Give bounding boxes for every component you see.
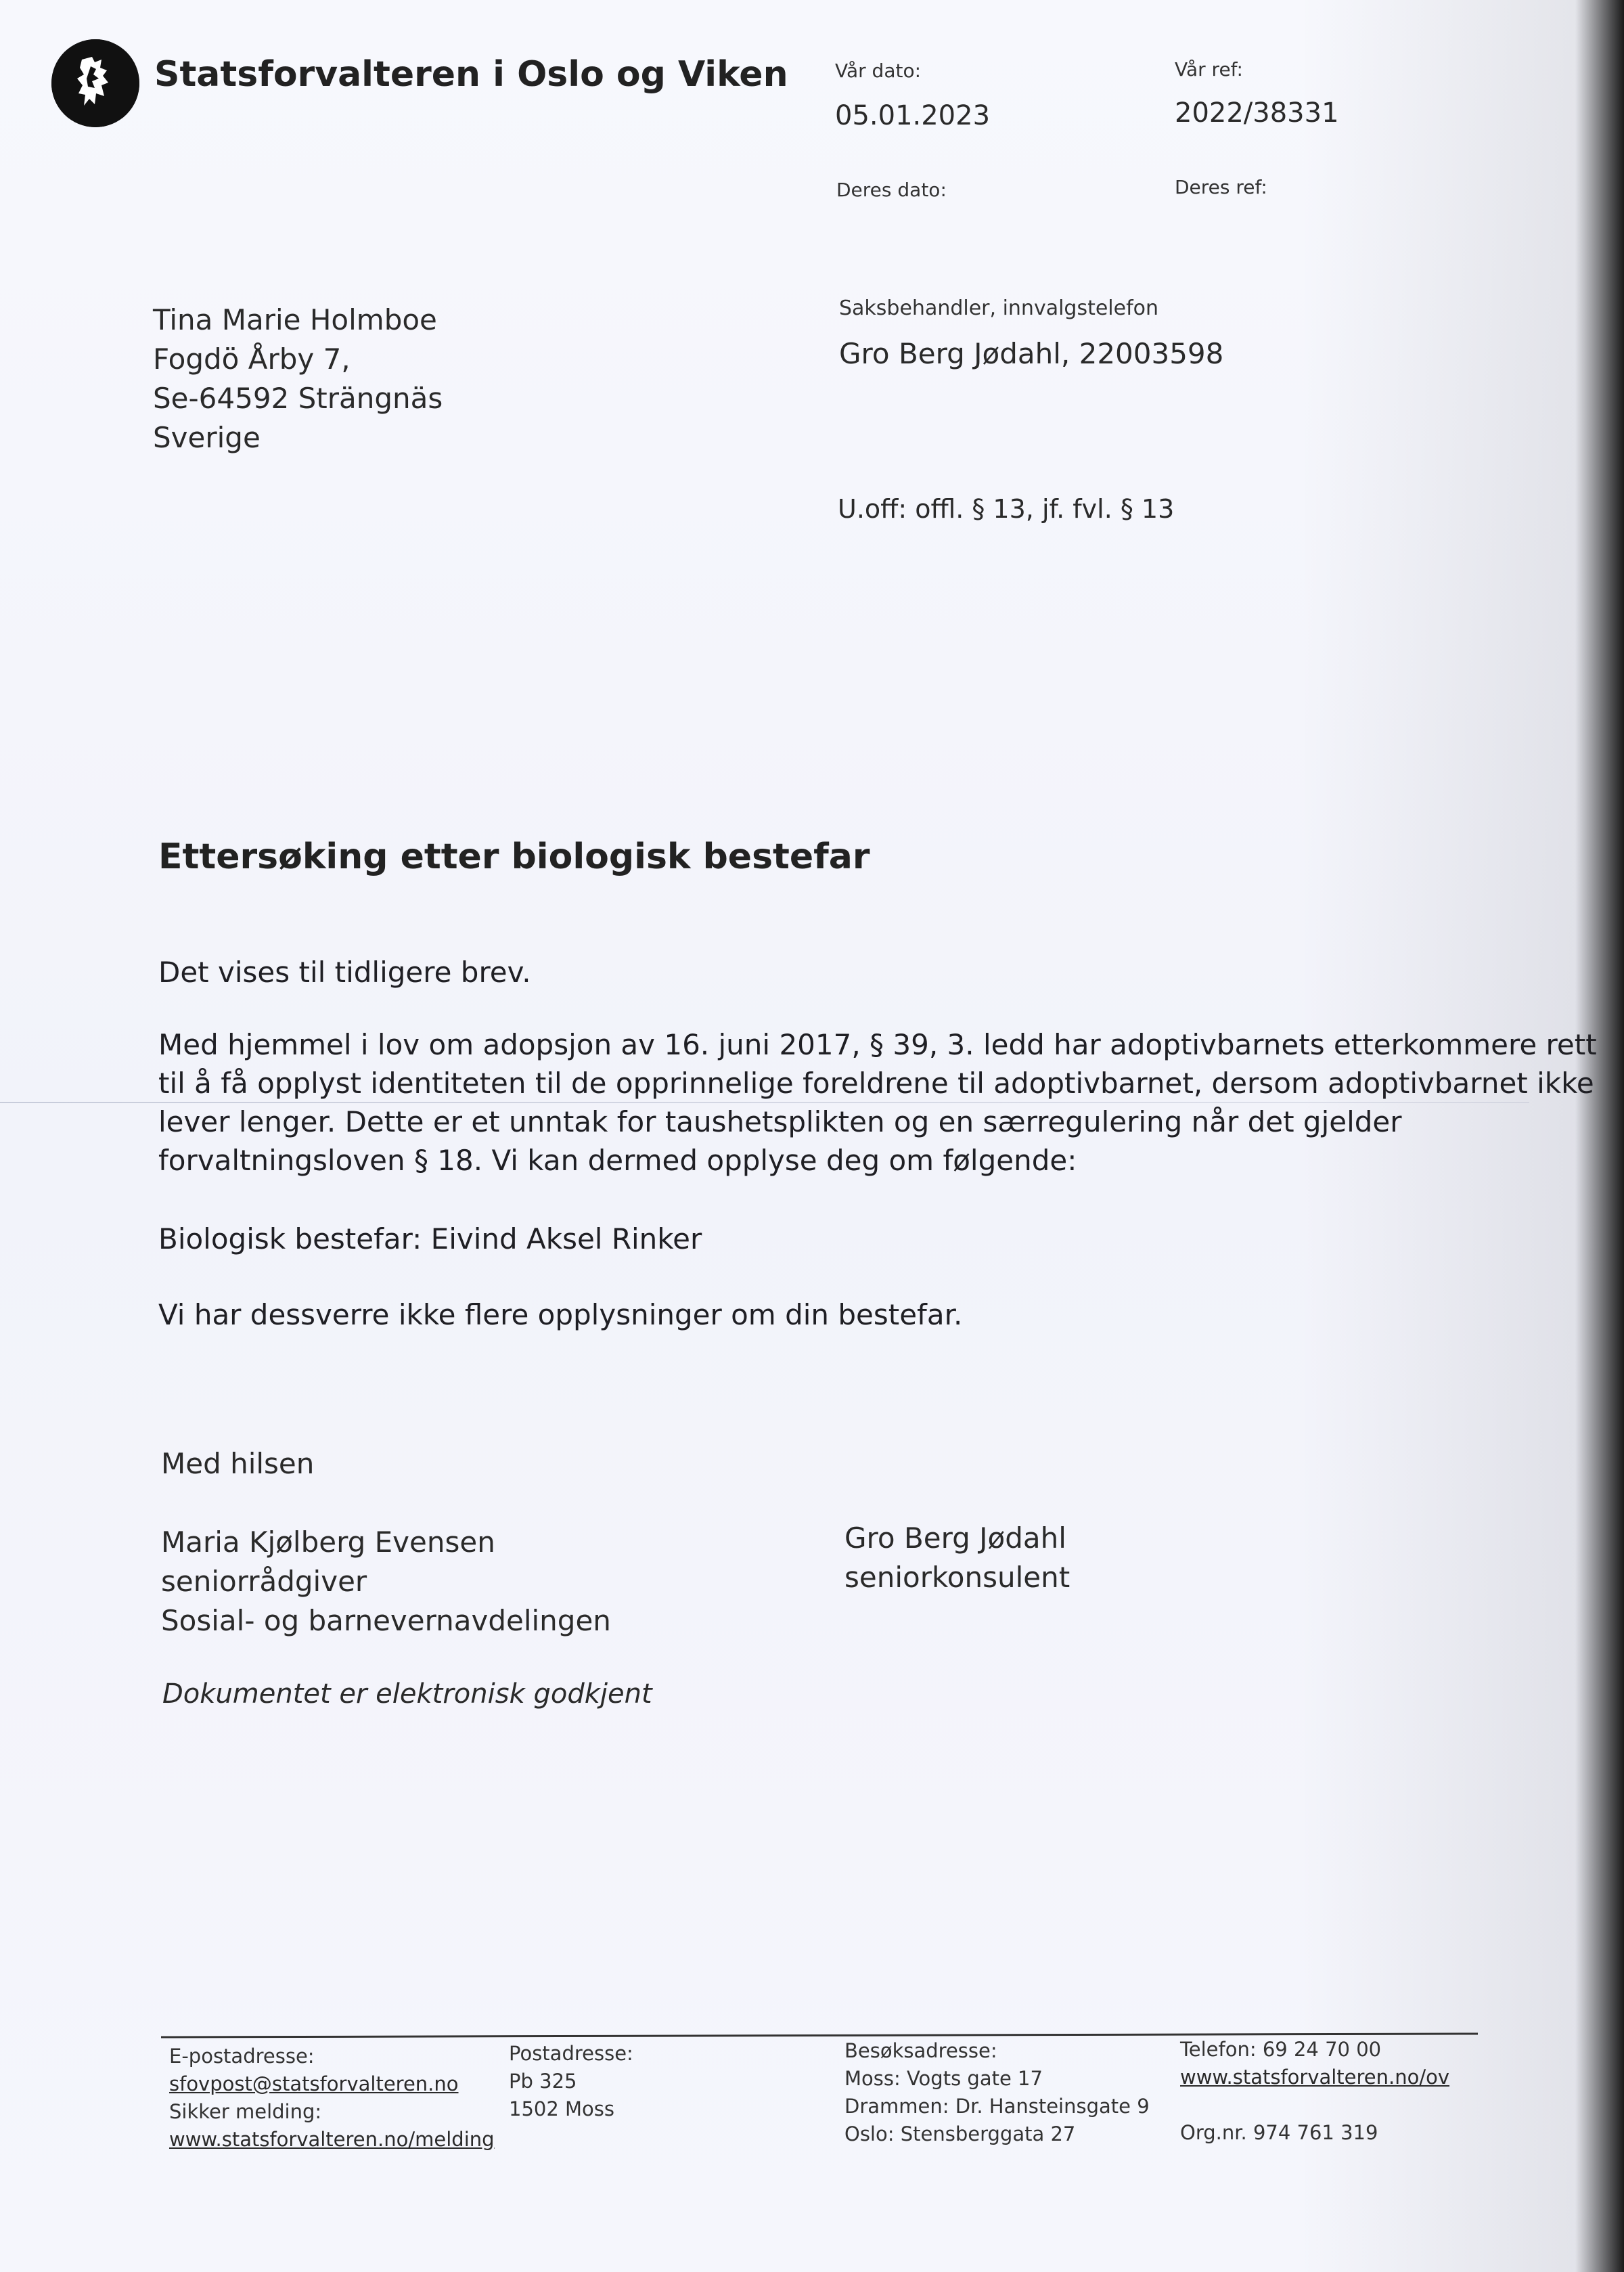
visit-moss: Moss: Vogts gate 17 [844,2067,1043,2090]
postal-box: Pb 325 [509,2070,577,2093]
recipient-country: Sverige [153,421,261,454]
your-date-label: Deres dato: [836,179,947,201]
organization-name: Statsforvalteren i Oslo og Viken [154,54,788,95]
org-number: Org.nr. 974 761 319 [1180,2121,1378,2144]
electronic-approval-note: Dokumentet er elektronisk godkjent [162,1678,652,1710]
postal-label: Postadresse: [509,2042,633,2065]
paragraph-line: Med hjemmel i lov om adopsjon av 16. juni 2017, § 39, 3. ledd har adoptivbarnets etterkommere rett [158,1028,1597,1061]
paragraph-line: lever lenger. Dette er et unntak for taushetsplikten og en særregulering når det gjelder [158,1105,1402,1138]
postal-city: 1502 Moss [509,2097,615,2120]
intro-text: Det vises til tidligere brev. [158,956,531,989]
email-link[interactable]: sfovpost@statsforvalteren.no [169,2072,459,2095]
recipient-postal: Se-64592 Strängnäs [153,382,443,415]
paragraph-line: til å få opplyst identiteten til de opprinnelige foreldrene til adoptivbarnet, dersom adoptivbarnet ikke [158,1067,1594,1100]
handler-label: Saksbehandler, innvalgstelefon [839,296,1159,320]
lion-icon [51,39,139,127]
closing-greeting: Med hilsen [161,1447,315,1480]
coat-of-arms-logo [51,39,139,127]
letter-subject: Ettersøking etter biologisk bestefar [158,837,870,877]
our-date-label: Vår dato: [835,60,922,82]
signer-2 [844,1519,1070,1597]
visit-label: Besøksadresse: [844,2039,997,2062]
recipient-street: Fogdö Årby 7, [153,342,351,376]
paragraph-line: forvaltningsloven § 18. Vi kan dermed opplyse deg om følgende: [158,1144,1077,1177]
no-more-info-line: Vi har dessverre ikke flere opplysninger om din bestefar. [158,1298,963,1331]
visit-oslo: Oslo: Stensberggata 27 [844,2122,1076,2145]
classification: U.off: offl. § 13, jf. fvl. § 13 [838,494,1175,524]
footer-visit-column [844,2037,1150,2148]
signer-2-title: seniorkonsulent [844,1561,1070,1594]
signer-1-name: Maria Kjølberg Evensen [161,1525,495,1559]
signer-1 [161,1523,611,1641]
signer-2-name: Gro Berg Jødahl [844,1521,1066,1555]
footer-contact-column [169,2043,495,2154]
website-link[interactable]: www.statsforvalteren.no/ov [1180,2066,1450,2089]
recipient-name: Tina Marie Holmboe [153,303,437,336]
grandfather-line: Biologisk bestefar: Eivind Aksel Rinker [158,1222,702,1255]
phone-number: Telefon: 69 24 70 00 [1180,2038,1382,2061]
handler-value: Gro Berg Jødahl, 22003598 [839,337,1224,370]
secure-message-link[interactable]: www.statsforvalteren.no/melding [169,2128,495,2151]
our-date: 05.01.2023 [835,100,991,131]
main-paragraph [158,1025,1597,1180]
our-ref: 2022/38331 [1175,97,1339,129]
secure-message-label: Sikker melding: [169,2100,322,2123]
email-label: E-postadresse: [169,2045,315,2068]
footer-phone-column [1180,2036,1449,2147]
footer-postal-column [509,2040,633,2123]
recipient-address [153,300,443,458]
your-ref-label: Deres ref: [1175,176,1267,198]
signer-1-title: seniorrådgiver [161,1565,367,1598]
signer-1-department: Sosial- og barnevernavdelingen [161,1604,611,1637]
our-ref-label: Vår ref: [1175,58,1243,81]
visit-drammen: Drammen: Dr. Hansteinsgate 9 [844,2095,1150,2118]
